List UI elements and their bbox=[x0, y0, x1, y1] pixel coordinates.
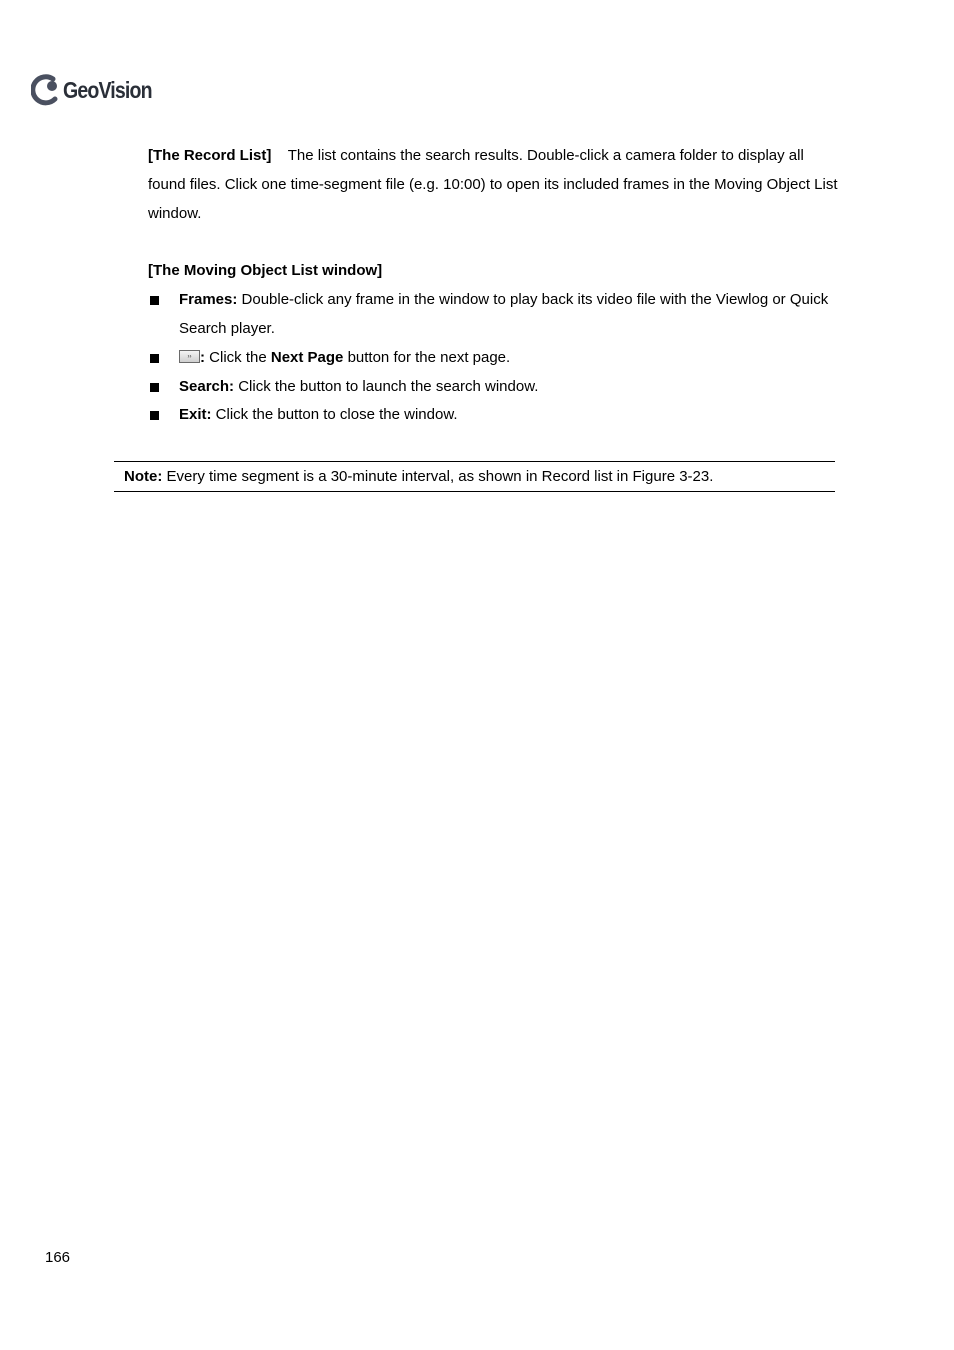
next-page-text-after: button for the next page. bbox=[343, 348, 511, 366]
bullet-square-icon bbox=[150, 383, 159, 392]
logo-wordmark: GeoVision bbox=[63, 76, 152, 103]
next-page-bold: Next Page bbox=[270, 348, 344, 366]
list-item-exit bbox=[148, 401, 838, 430]
moving-object-list bbox=[148, 286, 838, 430]
record-list-heading: [The Record List] bbox=[148, 147, 272, 164]
geovision-logo-icon bbox=[31, 73, 61, 107]
exit-text: Click the button to close the window. bbox=[211, 406, 458, 424]
record-list-text: The list contains the search results. Double-click a camera folder to display all found files. Click one time-segment file (e.g. 10:00) to open its included frames in the Moving Object List window. bbox=[148, 147, 838, 222]
bullet-square-icon bbox=[150, 296, 159, 305]
list-item-frames bbox=[148, 286, 838, 344]
search-text: Click the button to launch the search window. bbox=[234, 377, 539, 395]
exit-label: Exit: bbox=[179, 406, 212, 424]
frames-text: Double-click any frame in the window to play back its video file with the Viewlog or Quick Search player. bbox=[179, 291, 829, 337]
next-page-text-before: Click the bbox=[205, 348, 271, 366]
bullet-square-icon bbox=[150, 354, 159, 363]
list-item-next-page bbox=[148, 344, 838, 373]
next-page-label: : bbox=[200, 348, 205, 366]
bullet-square-icon bbox=[150, 411, 159, 420]
note-label: Note: bbox=[124, 468, 163, 485]
geovision-logo bbox=[31, 72, 157, 108]
page-content bbox=[148, 142, 838, 430]
moving-object-heading: [The Moving Object List window] bbox=[148, 262, 383, 280]
note-box bbox=[114, 461, 835, 492]
page-number: 166 bbox=[45, 1249, 71, 1266]
next-page-button-icon: ›› bbox=[179, 350, 200, 363]
frames-label: Frames: bbox=[179, 291, 238, 309]
record-list-paragraph bbox=[148, 142, 838, 228]
note-text: Every time segment is a 30-minute interval, as shown in Record list in Figure 3-23. bbox=[162, 468, 714, 485]
list-item-search bbox=[148, 373, 838, 402]
search-label: Search: bbox=[179, 377, 235, 395]
